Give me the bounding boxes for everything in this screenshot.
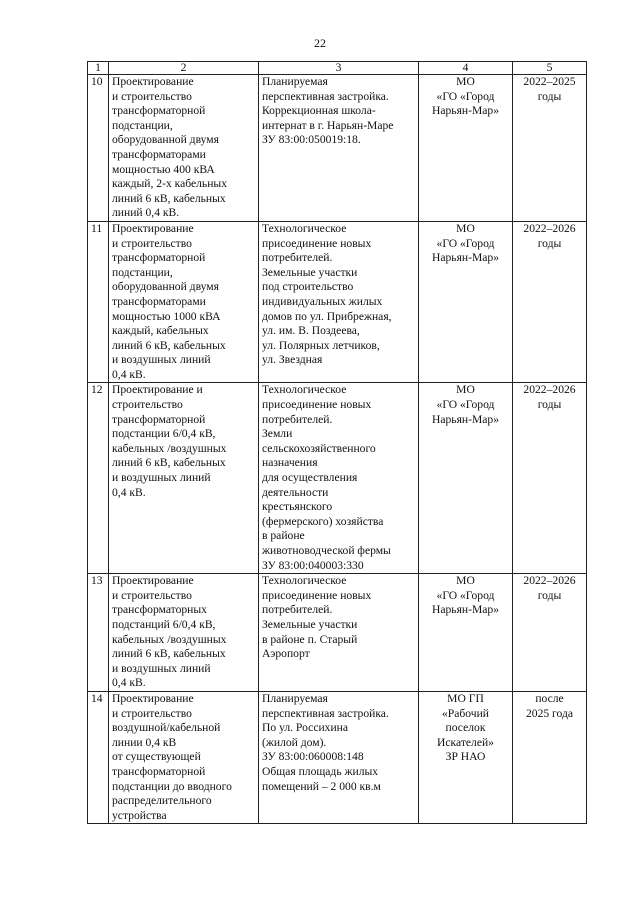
object-cell: Проектирование и строительство трансформаторных подстанций 6/0,4 кВ, кабельных /воздушных линий 6 кВ, кабельных и воздушных линий 0,4 кВ. [109, 574, 259, 692]
projects-table [87, 61, 587, 824]
table-row [88, 574, 587, 692]
table-row [88, 221, 587, 383]
period-cell: 2022–2026 годы [513, 574, 587, 692]
location-cell: МО «ГО «Город Нарьян-Мар» [419, 75, 513, 222]
purpose-cell: Планируемая перспективная застройка. Коррекционная школа- интернат в г. Нарьян-Маре ЗУ 83:00:050019:18. [259, 75, 419, 222]
period-cell: 2022–2025 годы [513, 75, 587, 222]
purpose-cell: Технологическое присоединение новых потребителей. Земельные участки под строительство индивидуальных жилых домов по ул. Прибрежная, ул. им. В. Поздеева, ул. Полярных летчиков, ул. Звездная [259, 221, 419, 383]
header-cell-2: 2 [109, 62, 259, 75]
period-cell: после 2025 года [513, 691, 587, 823]
object-cell: Проектирование и строительство трансформаторной подстанции, оборудованной двумя трансформаторами мощностью 1000 кВА каждый, кабельных линий 6 кВ, кабельных и воздушных линий 0,4 кВ. [109, 221, 259, 383]
object-cell: Проектирование и строительство воздушной/кабельной линии 0,4 кВ от существующей трансформаторной подстанции до вводного распределительного устройства [109, 691, 259, 823]
row-number: 11 [88, 221, 109, 383]
period-cell: 2022–2026 годы [513, 383, 587, 574]
purpose-cell: Технологическое присоединение новых потребителей. Земельные участки в районе п. Старый Аэропорт [259, 574, 419, 692]
location-cell: МО «ГО «Город Нарьян-Мар» [419, 221, 513, 383]
row-number: 10 [88, 75, 109, 222]
header-row [88, 62, 587, 75]
purpose-cell: Технологическое присоединение новых потребителей. Земли сельскохозяйственного назначения для осуществления деятельности крестьянского (фермерского) хозяйства в районе животноводческой фермы ЗУ 83:00:040003:330 [259, 383, 419, 574]
header-cell-1: 1 [88, 62, 109, 75]
header-cell-5: 5 [513, 62, 587, 75]
table-row [88, 383, 587, 574]
header-cell-3: 3 [259, 62, 419, 75]
table-row [88, 75, 587, 222]
table-row [88, 691, 587, 823]
header-cell-4: 4 [419, 62, 513, 75]
row-number: 13 [88, 574, 109, 692]
location-cell: МО «ГО «Город Нарьян-Мар» [419, 383, 513, 574]
row-number: 14 [88, 691, 109, 823]
object-cell: Проектирование и строительство трансформаторной подстанции 6/0,4 кВ, кабельных /воздушных линий 6 кВ, кабельных и воздушных линий 0,4 кВ. [109, 383, 259, 574]
page-number: 22 [314, 36, 326, 50]
location-cell: МО ГП «Рабочий поселок Искателей» ЗР НАО [419, 691, 513, 823]
row-number: 12 [88, 383, 109, 574]
object-cell: Проектирование и строительство трансформаторной подстанции, оборудованной двумя трансформаторами мощностью 400 кВА каждый, 2-х кабельных линий 6 кВ, кабельных линий 0,4 кВ. [109, 75, 259, 222]
location-cell: МО «ГО «Город Нарьян-Мар» [419, 574, 513, 692]
period-cell: 2022–2026 годы [513, 221, 587, 383]
purpose-cell: Планируемая перспективная застройка. По ул. Россихина (жилой дом). ЗУ 83:00:060008:148 Общая площадь жилых помещений – 2 000 кв.м [259, 691, 419, 823]
